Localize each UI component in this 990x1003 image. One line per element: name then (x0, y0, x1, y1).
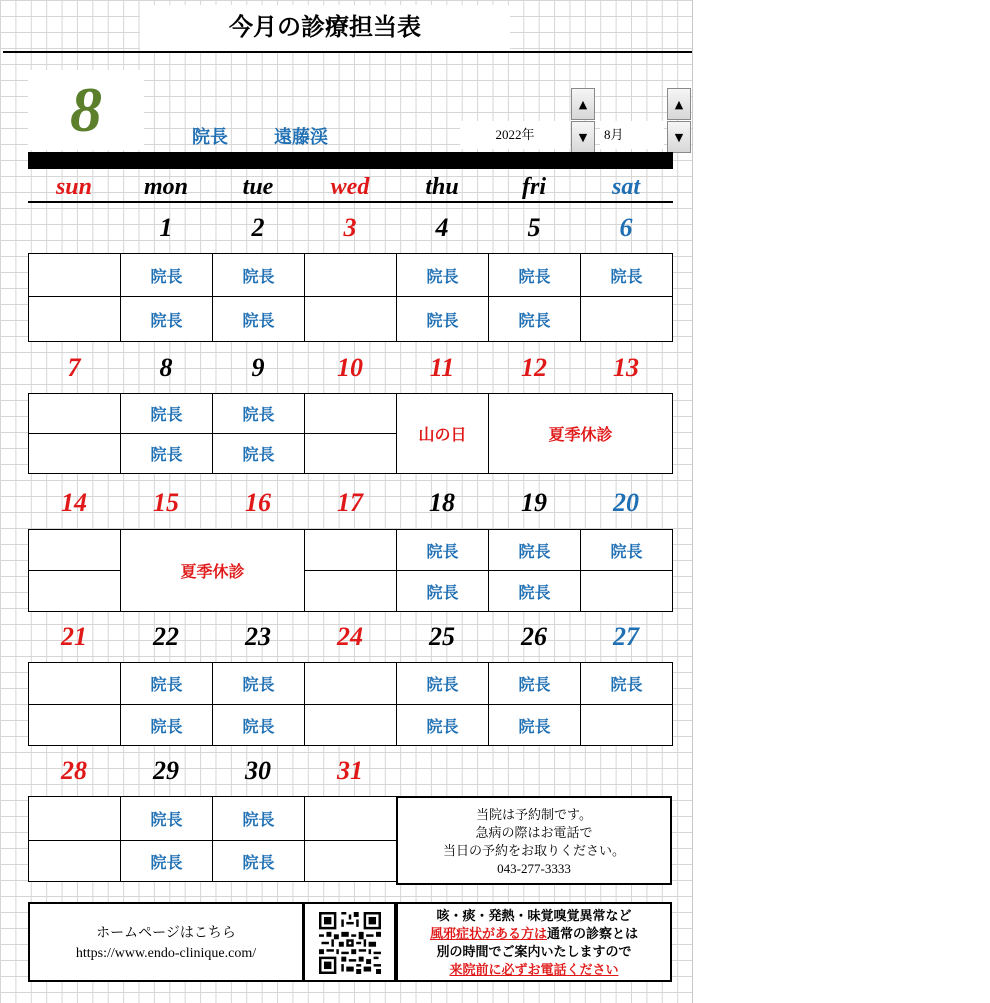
doctor-assignment-cell[interactable]: 院長 (212, 253, 305, 297)
doctor-assignment-cell[interactable]: 院長 (212, 393, 305, 434)
warning-line-4: 来院前に必ずお電話ください (449, 962, 619, 977)
notice-line-3: 当日の予約をお取りください。 (442, 843, 625, 858)
month-value[interactable]: 8月 (600, 121, 664, 149)
doctor-assignment-cell[interactable]: 院長 (212, 840, 305, 882)
day-number: 11 (429, 353, 455, 382)
homepage-url[interactable]: https://www.endo-clinique.com/ (75, 946, 257, 961)
empty-schedule-cell[interactable] (304, 393, 397, 434)
symptom-warning-box (396, 902, 672, 982)
day-number: 21 (61, 622, 87, 651)
doctor-assignment-cell[interactable]: 院長 (120, 840, 213, 882)
empty-schedule-cell[interactable] (28, 570, 121, 612)
calendar-header-bar (28, 152, 673, 169)
doctor-assignment-cell[interactable]: 院長 (396, 570, 489, 612)
doctor-assignment-cell[interactable]: 院長 (120, 796, 213, 841)
closed-day-cell[interactable]: 夏季休診 (488, 393, 673, 474)
day-number: 25 (429, 622, 455, 651)
month-spin-down-icon[interactable]: ▼ (667, 121, 691, 153)
empty-schedule-cell[interactable] (304, 296, 397, 342)
day-number: 13 (613, 353, 639, 382)
doctor-assignment-cell[interactable]: 院長 (396, 529, 489, 571)
empty-schedule-cell[interactable] (304, 662, 397, 705)
day-number: 7 (67, 353, 81, 382)
director-label: 院長 (192, 127, 228, 147)
doctor-assignment-cell[interactable]: 院長 (212, 796, 305, 841)
day-number: 24 (337, 622, 363, 651)
doctor-assignment-cell[interactable]: 院長 (212, 662, 305, 705)
empty-schedule-cell[interactable] (304, 529, 397, 571)
day-number: 27 (613, 622, 639, 651)
notice-line-1: 当院は予約制です。 (476, 807, 592, 822)
notice-line-2: 急病の際はお電話で (475, 825, 593, 840)
notice-phone: 043-277-3333 (497, 861, 571, 876)
doctor-assignment-cell[interactable]: 院長 (488, 662, 581, 705)
month-spin-up-icon[interactable]: ▲ (667, 88, 691, 120)
doctor-assignment-cell[interactable]: 院長 (120, 433, 213, 474)
day-number: 9 (251, 353, 265, 382)
weekday-fri: fri (522, 174, 546, 200)
day-number: 20 (613, 488, 639, 517)
empty-schedule-cell[interactable] (304, 840, 397, 882)
day-number (396, 746, 488, 796)
qr-box (304, 902, 396, 982)
empty-schedule-cell[interactable] (580, 570, 673, 612)
day-number: 30 (245, 756, 271, 785)
doctor-assignment-cell[interactable]: 院長 (212, 704, 305, 746)
empty-schedule-cell[interactable] (28, 296, 121, 342)
day-number: 6 (619, 213, 633, 242)
year-spin-down-icon[interactable]: ▼ (571, 121, 595, 153)
month-number: 8 (28, 70, 144, 150)
reservation-notice (396, 796, 672, 885)
homepage-box (28, 902, 304, 982)
empty-schedule-cell[interactable] (28, 433, 121, 474)
weekday-thu: thu (425, 174, 459, 200)
day-number: 22 (153, 622, 179, 651)
year-spin-up-icon[interactable]: ▲ (571, 88, 595, 120)
empty-schedule-cell[interactable] (28, 840, 121, 882)
director-name: 遠藤渓 (274, 127, 328, 147)
empty-schedule-cell[interactable] (28, 529, 121, 571)
day-number: 16 (245, 488, 271, 517)
day-number: 28 (61, 756, 87, 785)
doctor-assignment-cell[interactable]: 院長 (396, 253, 489, 297)
title-underline (3, 51, 692, 53)
qr-code-icon[interactable] (319, 912, 381, 974)
empty-schedule-cell[interactable] (580, 296, 673, 342)
empty-schedule-cell[interactable] (28, 253, 121, 297)
doctor-assignment-cell[interactable]: 院長 (580, 662, 673, 705)
day-number: 26 (521, 622, 547, 651)
empty-schedule-cell[interactable] (28, 393, 121, 434)
day-number: 14 (61, 488, 87, 517)
day-number: 10 (337, 353, 363, 382)
doctor-assignment-cell[interactable]: 院長 (488, 570, 581, 612)
warning-line-3: 別の時間でご案内いたしますので (436, 944, 632, 959)
empty-schedule-cell[interactable] (304, 796, 397, 841)
empty-schedule-cell[interactable] (304, 570, 397, 612)
warning-line-1: 咳・痰・発熱・味覚嗅覚異常など (436, 908, 632, 923)
doctor-assignment-cell[interactable]: 院長 (488, 704, 581, 746)
empty-schedule-cell[interactable] (580, 704, 673, 746)
doctor-assignment-cell[interactable]: 院長 (580, 529, 673, 571)
day-number (488, 746, 580, 796)
day-number: 29 (153, 756, 179, 785)
day-number: 2 (251, 213, 265, 242)
day-number: 5 (527, 213, 541, 242)
weekday-sat: sat (611, 174, 640, 200)
empty-schedule-cell[interactable] (28, 662, 121, 705)
year-value[interactable]: 2022年 (460, 121, 570, 149)
empty-schedule-cell[interactable] (28, 796, 121, 841)
day-number: 18 (429, 488, 455, 517)
homepage-label: ホームページはこちら (96, 926, 236, 941)
day-number: 1 (159, 213, 173, 242)
page-title: 今月の診療担当表 (140, 5, 510, 51)
doctor-assignment-cell[interactable]: 院長 (120, 296, 213, 342)
weekday-sun: sun (55, 174, 93, 200)
doctor-assignment-cell[interactable]: 院長 (212, 296, 305, 342)
empty-schedule-cell[interactable] (304, 253, 397, 297)
closed-day-cell[interactable]: 山の日 (396, 393, 489, 474)
doctor-assignment-cell[interactable]: 院長 (120, 704, 213, 746)
day-number (580, 746, 672, 796)
day-number: 19 (521, 488, 547, 517)
day-number: 8 (159, 353, 173, 382)
doctor-assignment-cell[interactable]: 院長 (488, 296, 581, 342)
doctor-assignment-cell[interactable]: 院長 (488, 529, 581, 571)
closed-day-cell[interactable]: 夏季休診 (120, 529, 305, 612)
weekday-tue: tue (242, 174, 274, 200)
doctor-assignment-cell[interactable]: 院長 (120, 662, 213, 705)
doctor-assignment-cell[interactable]: 院長 (580, 253, 673, 297)
warning-line-2-rest: 通常の診察とは (547, 926, 639, 941)
day-number: 31 (337, 756, 363, 785)
empty-schedule-cell[interactable] (304, 704, 397, 746)
doctor-assignment-cell[interactable]: 院長 (396, 704, 489, 746)
doctor-assignment-cell[interactable]: 院長 (120, 393, 213, 434)
doctor-assignment-cell[interactable]: 院長 (488, 253, 581, 297)
doctor-assignment-cell[interactable]: 院長 (396, 296, 489, 342)
day-number: 3 (343, 213, 357, 242)
doctor-assignment-cell[interactable]: 院長 (396, 662, 489, 705)
weekday-wed: wed (330, 174, 370, 200)
empty-schedule-cell[interactable] (304, 433, 397, 474)
doctor-assignment-cell[interactable]: 院長 (212, 433, 305, 474)
doctor-assignment-cell[interactable]: 院長 (120, 253, 213, 297)
day-number: 12 (521, 353, 547, 382)
warning-line-2-emphasis: 風邪症状がある方は (429, 926, 547, 941)
weekday-mon: mon (143, 174, 188, 200)
empty-schedule-cell[interactable] (28, 704, 121, 746)
day-number: 15 (153, 488, 179, 517)
day-number: 17 (337, 488, 363, 517)
day-number: 23 (245, 622, 271, 651)
warning-line-2 (398, 925, 670, 943)
day-number: 4 (435, 213, 449, 242)
day-number (28, 203, 120, 253)
